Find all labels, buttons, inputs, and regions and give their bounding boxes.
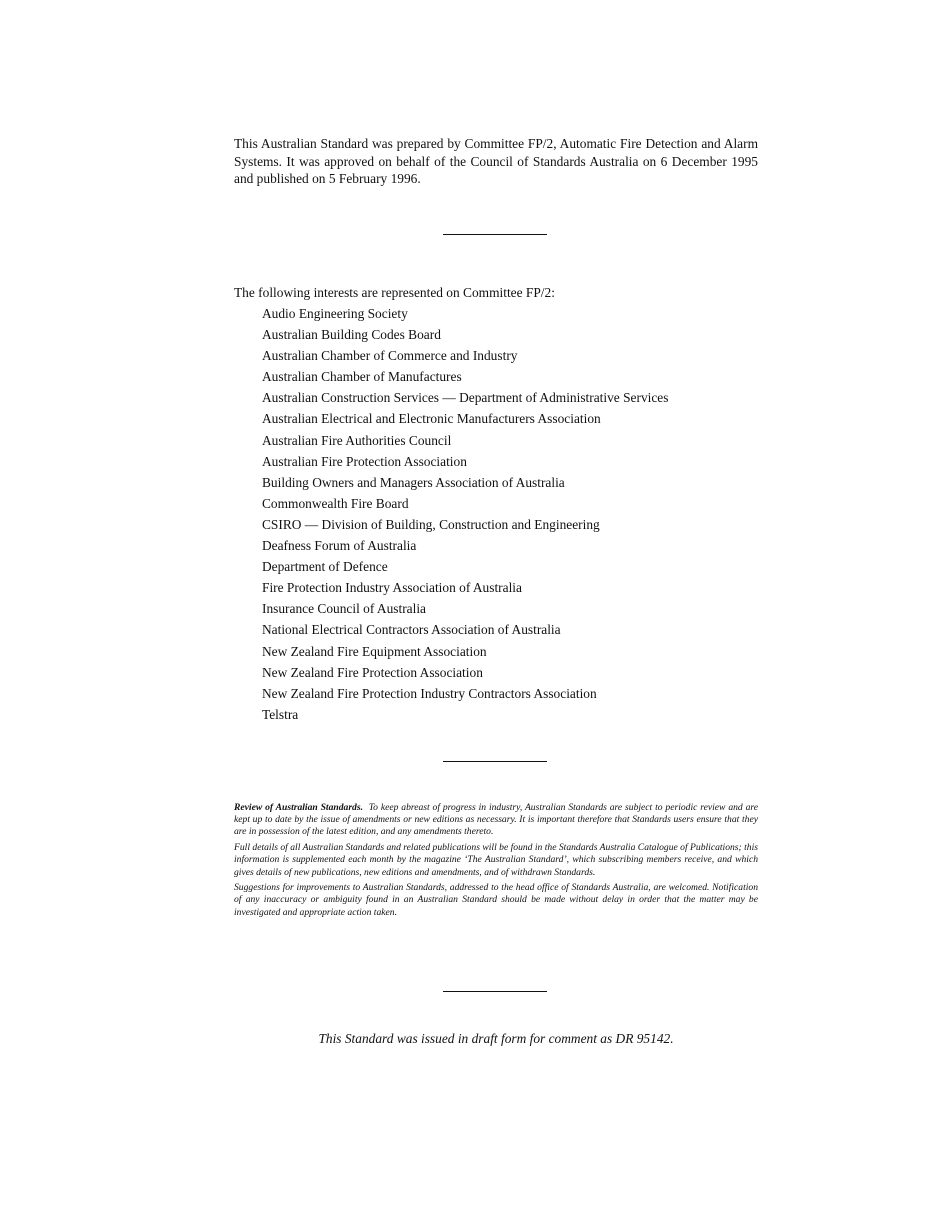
- interests-heading: The following interests are represented on Committee FP/2:: [234, 285, 555, 300]
- preparation-statement: This Australian Standard was prepared by Committee FP/2, Automatic Fire Detection and Alarm Systems. It was approved on behalf of the Council of Standards Australia on 6 December 1995 and published on 5 February 1996.: [234, 136, 758, 186]
- draft-note: This Standard was issued in draft form for comment as DR 95142.: [318, 1031, 674, 1046]
- list-item: Australian Construction Services — Department of Administrative Services: [262, 390, 669, 406]
- list-item: New Zealand Fire Protection Industry Contractors Association: [262, 685, 597, 701]
- review-text: To keep abreast of progress in industry, Australian Standards are subject to periodic review and are kept up to date by the issue of amendments or new editions as necessary. It is important therefore that Standards users ensure that they are in possession of the latest edition, and any amendments thereto.: [234, 802, 759, 838]
- list-item: National Electrical Contractors Association of Australia: [262, 622, 561, 638]
- list-item: CSIRO — Division of Building, Construction and Engineering: [262, 516, 600, 532]
- list-item: New Zealand Fire Equipment Association: [262, 643, 487, 659]
- list-item: Australian Chamber of Manufactures: [262, 369, 462, 385]
- list-item: Australian Chamber of Commerce and Industry: [262, 348, 518, 364]
- list-item: Audio Engineering Society: [262, 306, 408, 321]
- review-paragraph: [234, 802, 758, 839]
- list-item: Australian Electrical and Electronic Manufacturers Association: [262, 411, 601, 427]
- section-divider: [443, 991, 547, 992]
- list-item: Commonwealth Fire Board: [262, 495, 409, 511]
- list-item: Insurance Council of Australia: [262, 601, 426, 617]
- list-item: New Zealand Fire Protection Association: [262, 664, 483, 680]
- list-item: Department of Defence: [262, 559, 388, 575]
- interests-list: [262, 304, 668, 726]
- list-item: Telstra: [262, 706, 299, 722]
- section-divider: [443, 761, 547, 762]
- list-item: Australian Building Codes Board: [262, 327, 441, 343]
- review-notes: [234, 802, 758, 922]
- review-lead: Review of Australian Standards.: [234, 802, 363, 813]
- list-item: Australian Fire Authorities Council: [262, 432, 452, 448]
- list-item: Deafness Forum of Australia: [262, 538, 417, 554]
- list-item: Fire Protection Industry Association of Australia: [262, 580, 522, 596]
- suggestions-paragraph: Suggestions for improvements to Australian Standards, addressed to the head office of Standards Australia, are welcomed. Notification of any inaccuracy or ambiguity found in an Australian Standard should be made without delay in order that the matter may be investigated and appropriate action taken.: [234, 882, 758, 918]
- list-item: Australian Fire Protection Association: [262, 453, 467, 469]
- section-divider: [443, 234, 547, 235]
- catalogue-paragraph: Full details of all Australian Standards and related publications will be found in the Standards Australia Catalogue of Publications; this information is supplemented each month by the magazine ‘The Australian Standard’, which subscribing members receive, and which gives details of new publications, new editions and amendments, and of withdrawn Standards.: [234, 842, 758, 878]
- list-item: Building Owners and Managers Association of Australia: [262, 474, 565, 490]
